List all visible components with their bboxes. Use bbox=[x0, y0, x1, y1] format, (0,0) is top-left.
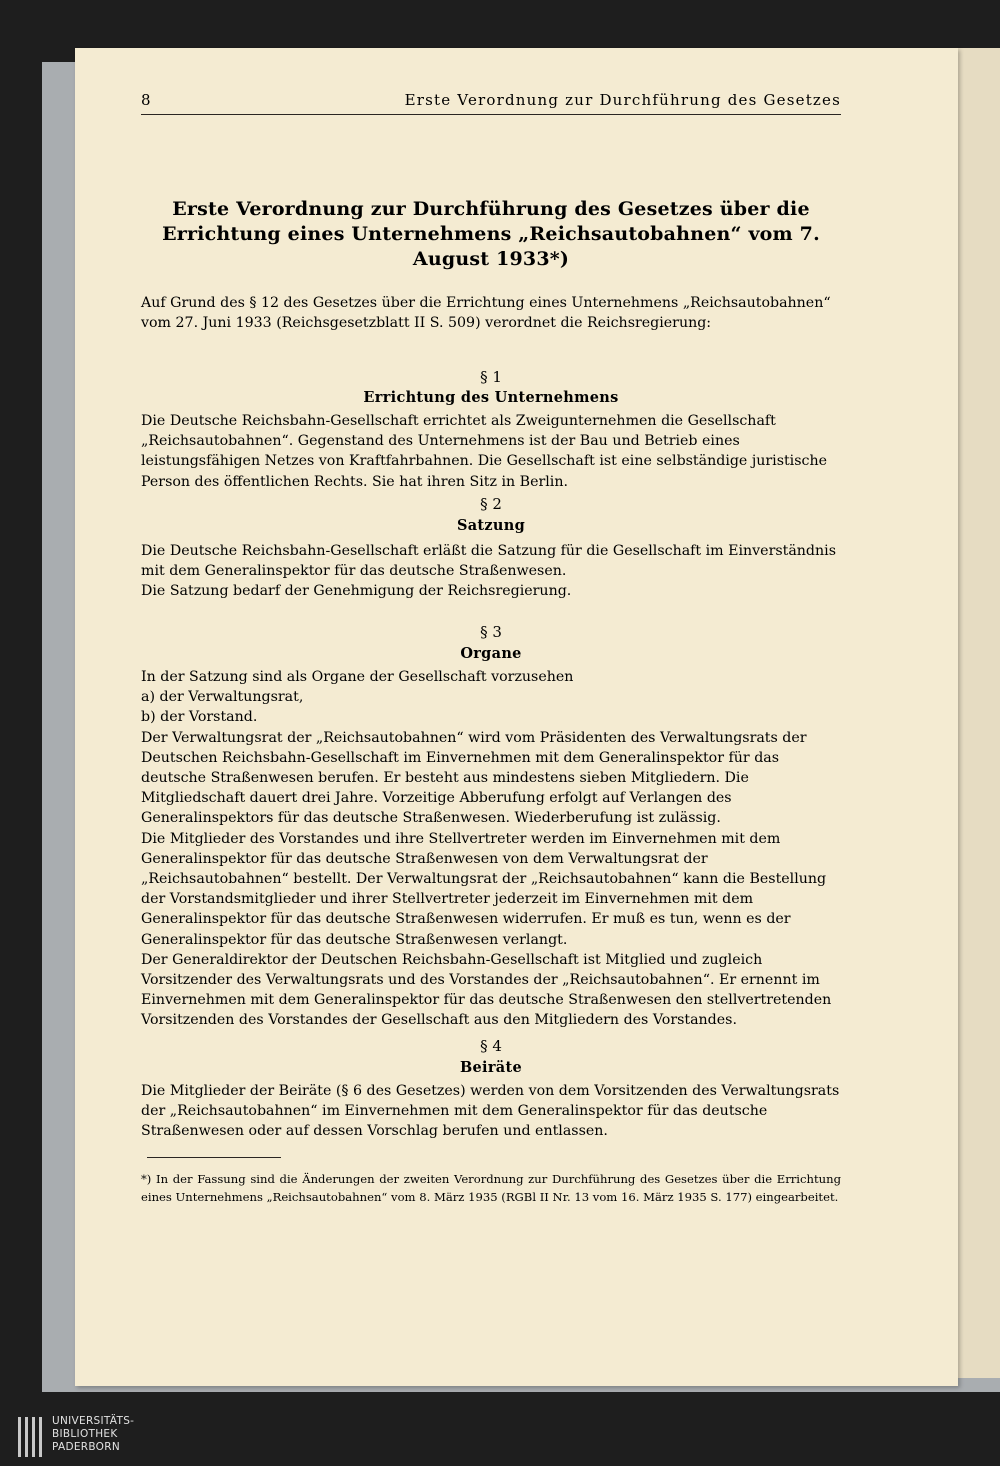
intro-paragraph bbox=[141, 293, 841, 333]
section-3-body bbox=[141, 667, 841, 1031]
section-4-heading: Beiräte bbox=[459, 1059, 523, 1076]
library-logo-line-2: BIBLIOTHEK bbox=[52, 1428, 118, 1440]
section-4-number: § 4 bbox=[480, 1037, 502, 1055]
section-2-heading: Satzung bbox=[456, 517, 526, 534]
running-head bbox=[141, 90, 841, 115]
section-3-paragraph-1: In der Satzung sind als Organe der Gesellschaft vorzusehen bbox=[141, 669, 574, 685]
section-2-number: § 2 bbox=[480, 495, 502, 513]
library-logo bbox=[18, 1415, 178, 1459]
section-3-heading: Organe bbox=[460, 645, 522, 662]
section-1-heading: Errichtung des Unternehmens bbox=[363, 389, 619, 406]
section-3-item-a: a) der Verwaltungsrat, bbox=[141, 689, 304, 706]
document-title: Erste Verordnung zur Durchführung des Gesetzes über die Errichtung eines Unternehmens „Reichsautobahnen“ vom 7. August 1933*) bbox=[162, 198, 820, 270]
section-2-paragraph-1: Die Deutsche Reichsbahn-Gesellschaft erläßt die Satzung für die Gesellschaft im Einverständnis mit dem Generalinspektor für das deutsche Straßenwesen. bbox=[141, 543, 836, 580]
library-logo-text bbox=[52, 1415, 134, 1454]
section-3-number: § 3 bbox=[480, 623, 502, 641]
section-3-paragraph-4: Der Generaldirektor der Deutschen Reichsbahn-Gesellschaft ist Mitglied und zugleich Vorsitzender des Verwaltungsrats und des Vorstandes der „Reichsautobahnen“. Er ernennt im Einvernehmen mit dem Generalinspektor für das deutsche Straßenwesen den stellvertretenden Vorsitzenden des Vorstandes der Gesellschaft aus den Mitgliedern des Vorstandes. bbox=[141, 951, 832, 1029]
section-2-body bbox=[141, 541, 841, 602]
library-logo-line-3: PADERBORN bbox=[52, 1441, 120, 1453]
section-3-paragraph-2: Der Verwaltungsrat der „Reichsautobahnen“ wird vom Präsidenten des Verwaltungsrats der Deutschen Reichsbahn-Gesellschaft im Einvernehmen mit dem Generalinspektor für das deutsche Straßenwesen berufen. Er besteht aus mindestens sieben Mitgliedern. Die Mitgliedschaft dauert drei Jahre. Vorzeitige Abberufung erfolgt auf Verlangen des Generalinspektors für das deutsche Straßenwesen. Wiederberufung ist zulässig. bbox=[141, 729, 807, 827]
section-1-paragraph: Die Deutsche Reichsbahn-Gesellschaft errichtet als Zweigunternehmen die Gesellschaft „Reichsautobahnen“. Gegenstand des Unternehmens ist der Bau und Betrieb eines leistungsfähigen Netzes von Kraftfahrbahnen. Die Gesellschaft ist eine selbständige juristische Person des öffentlichen Rechts. Sie hat ihren Sitz in Berlin. bbox=[141, 413, 827, 490]
section-4-paragraph: Die Mitglieder der Beiräte (§ 6 des Gesetzes) werden von dem Vorsitzenden des Verwaltungsrats der „Reichsautobahnen“ im Einvernehmen mit dem Generalinspektor für das deutsche Straßenwesen oder auf dessen Vorschlag berufen und entlassen. bbox=[141, 1083, 840, 1140]
footnote-text: *) In der Fassung sind die Änderungen der zweiten Verordnung zur Durchführung des Gesetzes über die Errichtung eines Unternehmens „Reichsautobahnen“ vom 8. März 1935 (RGBl II Nr. 13 vom 16. März 1935 S. 177) eingearbeitet. bbox=[141, 1172, 841, 1204]
section-4-body bbox=[141, 1081, 841, 1142]
footnote-rule bbox=[147, 1157, 281, 1158]
intro-text: Auf Grund des § 12 des Gesetzes über die Errichtung eines Unternehmens „Reichsautobahnen“ vom 27. Juni 1933 (Reichsgesetzblatt II S. 509) verordnet die Reichsregierung: bbox=[141, 295, 831, 332]
next-page-edge bbox=[958, 48, 1000, 1378]
library-logo-line-1: UNIVERSITÄTS- bbox=[52, 1415, 135, 1427]
section-2-paragraph-2: Die Satzung bedarf der Genehmigung der Reichsregierung. bbox=[141, 583, 572, 600]
library-logo-icon bbox=[18, 1417, 44, 1457]
page-number: 8 bbox=[141, 91, 151, 109]
section-1-body bbox=[141, 411, 841, 492]
section-3-item-b: b) der Vorstand. bbox=[141, 709, 258, 726]
running-title: Erste Verordnung zur Durchführung des Gesetzes bbox=[404, 91, 841, 109]
section-1-number: § 1 bbox=[480, 368, 502, 386]
section-3-paragraph-3: Die Mitglieder des Vorstandes und ihre Stellvertreter werden im Einvernehmen mit dem Generalinspektor für das deutsche Straßenwesen von dem Verwaltungsrat der „Reichsautobahnen“ bestellt. Der Verwaltungsrat der „Reichsautobahnen“ kann die Bestellung der Vorstandsmitglieder und ihrer Stellvertreter jederzeit im Einvernehmen mit dem Generalinspektor für das deutsche Straßenwesen widerrufen. Er muß es tun, wenn es der Generalinspektor für das deutsche Straßenwesen verlangt. bbox=[141, 830, 827, 948]
footnote bbox=[141, 1170, 841, 1206]
